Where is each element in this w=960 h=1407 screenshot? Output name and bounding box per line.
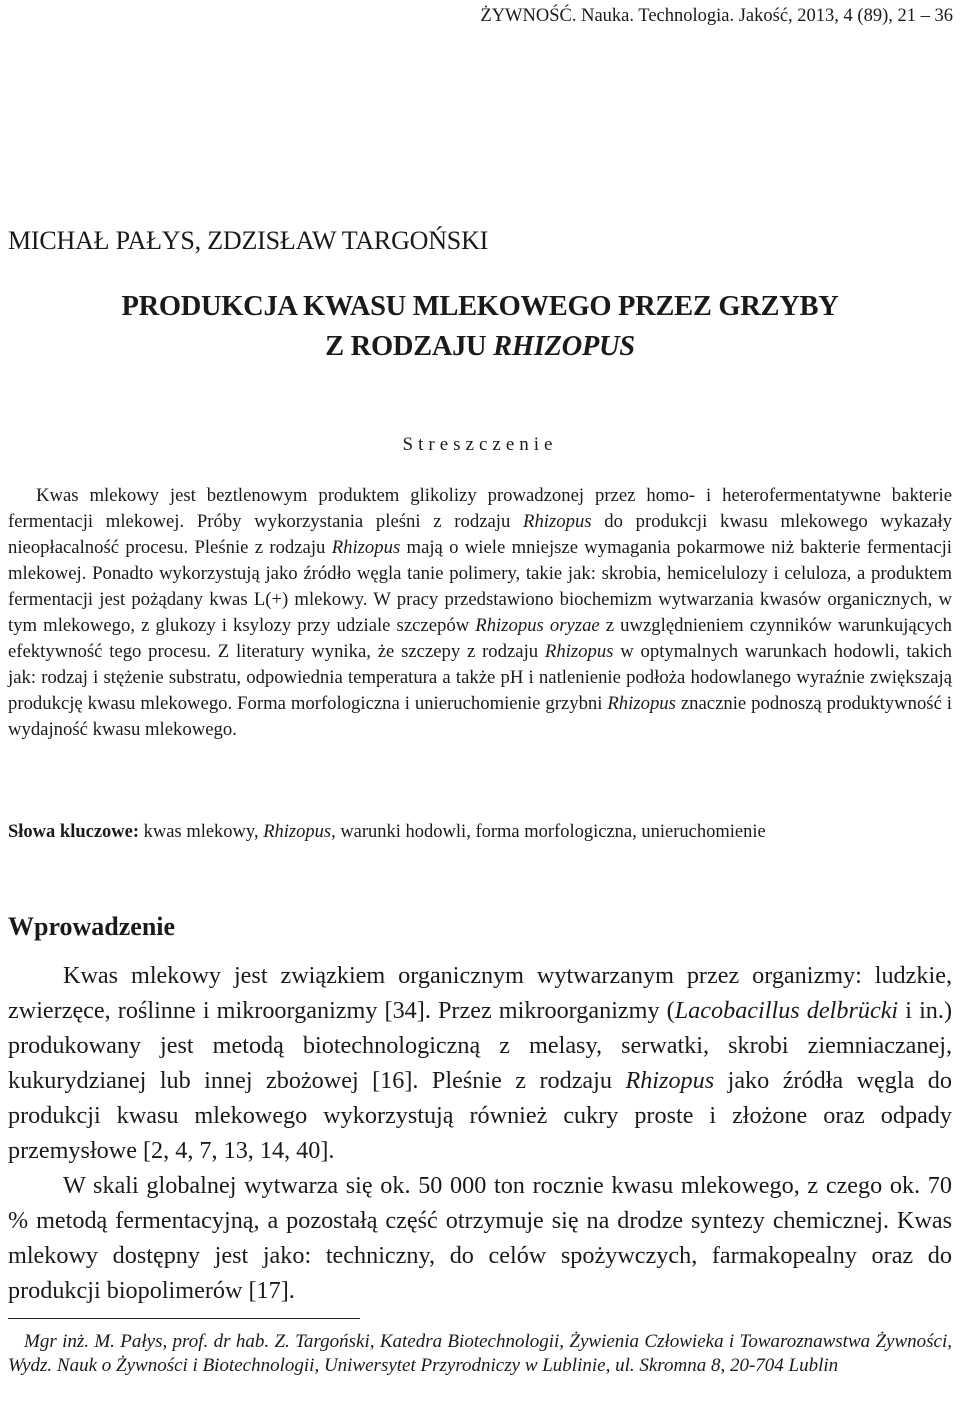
abstract-heading: Streszczenie: [402, 434, 558, 455]
title-line-2-prefix: Z RODZAJU: [325, 331, 494, 362]
journal-header: ŻYWNOŚĆ. Nauka. Technologia. Jakość, 2013, 4 (89), 21 – 36: [480, 6, 953, 26]
article-title: [0, 287, 960, 367]
intro-paragraph-1: [8, 958, 952, 1168]
abstract-text: [8, 483, 952, 743]
title-genus: RHIZOPUS: [493, 331, 635, 362]
keywords-seg: kwas mlekowy,: [139, 822, 264, 842]
keywords-seg: , warunki hodowli, forma morfologiczna, unieruchomienie: [331, 822, 766, 842]
intro-paragraph-2: W skali globalnej wytwarza się ok. 50 000 ton rocznie kwasu mlekowego, z czego ok. 70 % metodą fermentacyjną, a pozostałą część otrzymuje się na drodze syntezy chemicznej. Kwas mlekowy dostępny jest jako: techniczny, do celów spożywczych, farmakopealny oraz do produkcji biopolimerów [17].: [8, 1172, 952, 1304]
introduction-body: [8, 958, 952, 1308]
author-affiliation-footnote: Mgr inż. M. Pałys, prof. dr hab. Z. Targoński, Katedra Biotechnologii, Żywienia Człowieka i Towaroznawstwa Żywności, Wydz. Nauk o Żywności i Biotechnologii, Uniwersytet Przyrodniczy w Lublinie, ul. Skromna 8, 20-704 Lublin: [8, 1331, 952, 1376]
footnote-divider: [8, 1318, 360, 1319]
abstract-seg: w optymalnych warunkach hodowli, takich jak: rodzaj i stężenie substratu, odpowiednia temperatura a także pH i natlenienie podłoża hodowlanego wyraźnie zwiększają produkcję kwasu mlekowego. Forma morfologiczna i unieruchomienie grzybni: [8, 641, 952, 714]
abstract-genus: Rhizopus: [523, 511, 592, 532]
abstract-genus: Rhizopus: [544, 641, 614, 662]
intro-seg: i in.) produkowany jest metodą biotechnologiczną z melasy, serwatki, skrobi ziemniaczanej, kukurydzianej lub innej zbożowej [16]. Pleśnie z rodzaju: [8, 997, 952, 1094]
article-authors: MICHAŁ PAŁYS, ZDZISŁAW TARGOŃSKI: [8, 226, 489, 255]
intro-species: Lacobacillus delbrücki: [674, 997, 899, 1024]
abstract-species: Rhizopus oryzae: [475, 615, 600, 636]
abstract-genus: Rhizopus: [331, 537, 401, 558]
abstract-seg: znacznie podnoszą produktywność i wydajność kwasu mlekowego.: [8, 693, 952, 740]
abstract-seg: mają o wiele mniejsze wymagania pokarmowe niż bakterie fermentacji mlekowej. Ponadto wykorzystują jako źródło węgla tanie polimery, takie jak: skrobia, hemicelulozy i celuloza, a produktem fermentacji jest pożądany kwas L(+) mlekowy. W pracy przedstawiono biochemizm wytwarzania kwasów organicznych, w tym mlekowego, z glukozy i ksylozy przy udziale szczepów: [8, 537, 952, 636]
title-line-1: PRODUKCJA KWASU MLEKOWEGO PRZEZ GRZYBY: [121, 291, 839, 322]
section-heading-introduction: Wprowadzenie: [8, 912, 176, 941]
keywords-label: Słowa kluczowe:: [8, 822, 140, 842]
keywords-genus: Rhizopus: [263, 822, 332, 842]
abstract-seg: do produkcji kwasu mlekowego wykazały nieopłacalność procesu. Pleśnie z rodzaju: [8, 511, 952, 558]
abstract-genus: Rhizopus: [607, 693, 676, 714]
abstract-seg: Kwas mlekowy jest beztlenowym produktem glikolizy prowadzonej przez homo- i heterofermentatywne bakterie fermentacji mlekowej. Próby wykorzystania pleśni z rodzaju: [8, 485, 952, 532]
intro-genus: Rhizopus: [625, 1067, 715, 1094]
abstract-seg: z uwzględnieniem czynników warunkujących efektywność tego procesu. Z literatury wynika, że szczepy z rodzaju: [8, 615, 952, 662]
keywords-line: [8, 822, 952, 843]
intro-seg: Kwas mlekowy jest związkiem organicznym wytwarzanym przez organizmy: ludzkie, zwierzęce, roślinne i mikroorganizmy [34]. Przez mikroorganizmy (: [8, 962, 952, 1024]
intro-seg: jako źródła węgla do produkcji kwasu mlekowego wykorzystują również cukry proste i złożone oraz odpady przemysłowe [2, 4, 7, 13, 14, 40].: [8, 1067, 952, 1164]
title-line-2: [0, 327, 960, 367]
